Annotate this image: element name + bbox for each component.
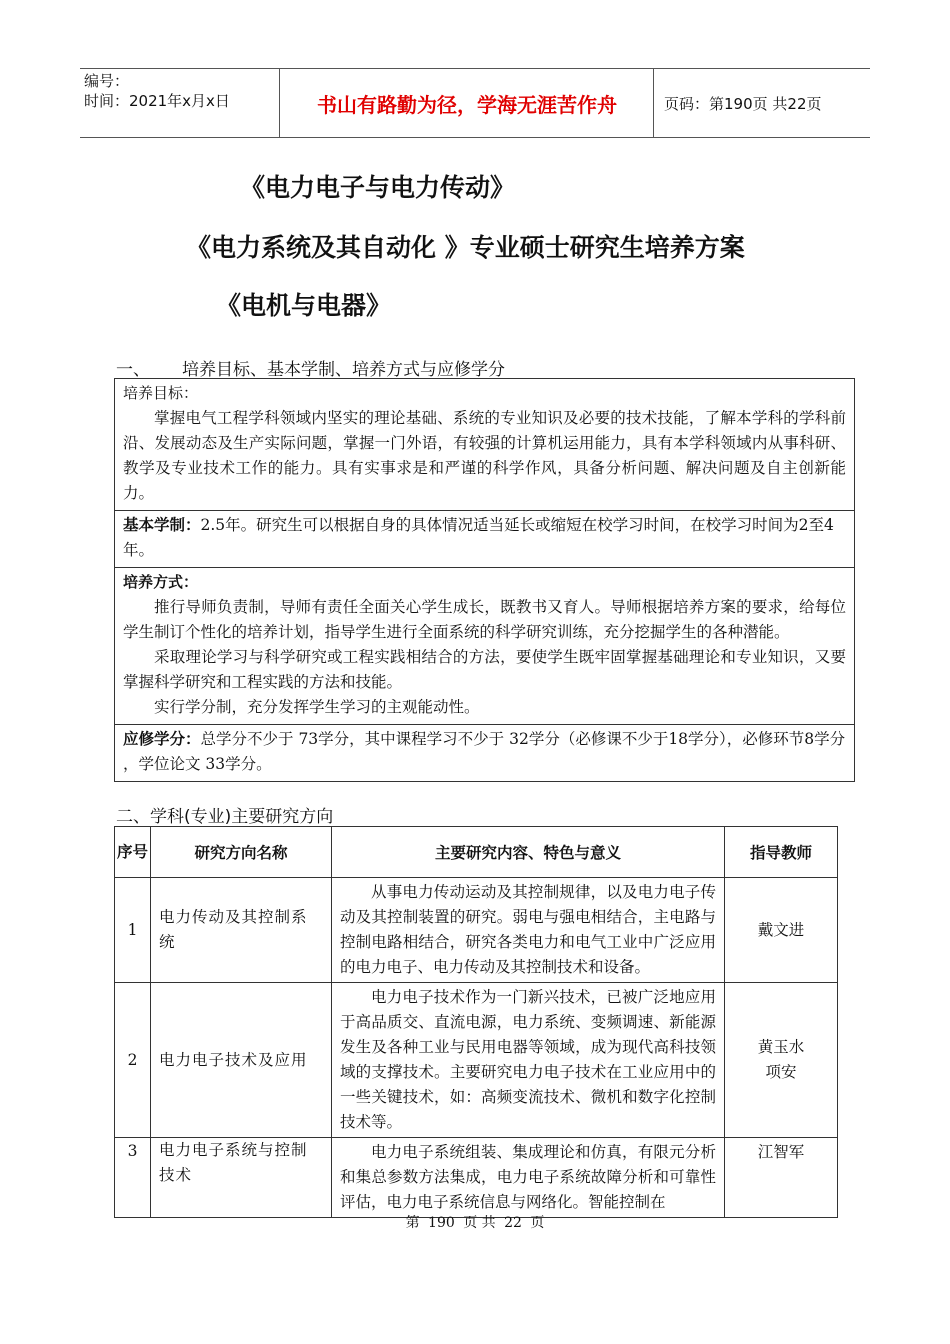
footer-total-pages: 22 — [504, 1215, 522, 1231]
goal-text: 掌握电气工程学科领域内坚实的理论基础、系统的专业知识及必要的技术技能，了解本学科的学科前沿、发展动态及生产实际问题，掌握一门外语，有较强的计算机运用能力，具有本学科领域内从事科研、教学及专业技术工作的能力。具有实事求是和严谨的科学作风，具备分析问题、解决问题及自主创新能力。 — [123, 409, 846, 502]
header-meta — [80, 69, 280, 137]
row-number: 1 — [115, 878, 151, 983]
section2-title: 二、学科(专业)主要研究方向 — [116, 807, 334, 827]
goal-section — [115, 379, 854, 511]
footer-prefix: 第 — [405, 1215, 420, 1231]
title-line-3: 《电机与电器》 — [216, 291, 392, 320]
col-header-content: 主要研究内容、特色与意义 — [332, 827, 725, 878]
col-header-teacher: 指导教师 — [725, 827, 838, 878]
header-page: 页码：第190页 共22页 — [664, 94, 822, 113]
row-direction-name: 电力电子系统与控制技术 — [151, 1138, 332, 1218]
mode-paragraph: 推行导师负责制，导师有责任全面关心学生成长，既教书又育人。导师根据培养方案的要求，给每位学生制订个性化的培养计划，指导学生进行全面系统的科学研究训练，充分挖掘学生的各种潜能。 — [123, 598, 846, 641]
row-teachers: 戴文进 — [725, 878, 838, 983]
row-number: 2 — [115, 983, 151, 1138]
col-header-number: 序号 — [115, 827, 151, 878]
col-header-name: 研究方向名称 — [151, 827, 332, 878]
credits-label: 应修学分： — [123, 730, 201, 748]
header-time: 时间：2021年x月x日 — [84, 92, 230, 110]
row-content: 从事电力传动运动及其控制规律，以及电力电子传动及其控制装置的研究。弱电与强电相结合，主电路与控制电路相结合，研究各类电力和电气工业中广泛应用的电力电子、电力传动及其控制技术和设备。 — [332, 878, 725, 983]
mode-section — [115, 568, 854, 725]
mode-heading: 培养方式： — [123, 573, 199, 591]
footer-page-number: 190 — [428, 1215, 455, 1231]
row-direction-name: 电力传动及其控制系统 — [151, 878, 332, 983]
row-content: 电力电子系统组装、集成理论和仿真，有限元分析和集总参数方法集成，电力电子系统故障分析和可靠性评估，电力电子系统信息与网络化。智能控制在 — [332, 1138, 725, 1218]
footer-mid: 页 共 — [463, 1215, 496, 1231]
duration-section — [115, 511, 854, 568]
row-teachers: 黄玉水 项安 — [725, 983, 838, 1138]
table-row — [115, 1138, 838, 1218]
table-header-row — [115, 827, 838, 878]
footer-suffix: 页 — [530, 1215, 545, 1231]
duration-label: 基本学制： — [123, 516, 201, 534]
credits-section — [115, 725, 854, 781]
page-footer — [0, 1212, 950, 1232]
mode-paragraph: 采取理论学习与科学研究或工程实践相结合的方法，要使学生既牢固掌握基础理论和专业知识，又要掌握科学研究和工程实践的方法和技能。 — [123, 648, 846, 691]
table-row — [115, 983, 838, 1138]
row-content: 电力电子技术作为一门新兴技术，已被广泛地应用于高品质交、直流电源，电力系统、变频调速、新能源发生及各种工业与民用电器等领域，成为现代高科技领域的支撑技术。主要研究电力电子技术在工业应用中的一些关键技术，如：高频变流技术、微机和数字化控制技术等。 — [332, 983, 725, 1138]
header-motto: 书山有路勤为径，学海无涯苦作舟 — [281, 69, 654, 137]
mode-paragraph: 实行学分制，充分发挥学生学习的主观能动性。 — [154, 698, 480, 716]
goal-heading: 培养目标： — [123, 384, 199, 402]
table-row — [115, 878, 838, 983]
row-direction-name: 电力电子技术及应用 — [151, 983, 332, 1138]
duration-text: 2.5年。研究生可以根据自身的具体情况适当延长或缩短在校学习时间，在校学习时间为2至4年。 — [123, 516, 834, 559]
research-directions-table — [114, 826, 838, 1218]
section1-number: 一、 — [116, 360, 150, 380]
section1-title: 培养目标、基本学制、培养方式与应修学分 — [182, 360, 505, 380]
credits-text: 总学分不少于 73学分，其中课程学习不少于 32学分（必修课不少于18学分），必修环节8学分 ，学位论文 33学分。 — [123, 730, 846, 773]
header-number: 编号： — [84, 72, 130, 90]
title-line-1: 《电力电子与电力传动》 — [240, 173, 516, 202]
title-line-2: 《电力系统及其自动化 》专业硕士研究生培养方案 — [186, 233, 745, 262]
row-number: 3 — [115, 1138, 151, 1218]
row-teachers: 江智军 — [725, 1138, 838, 1218]
training-plan-box — [114, 378, 855, 782]
page-header — [80, 68, 870, 138]
